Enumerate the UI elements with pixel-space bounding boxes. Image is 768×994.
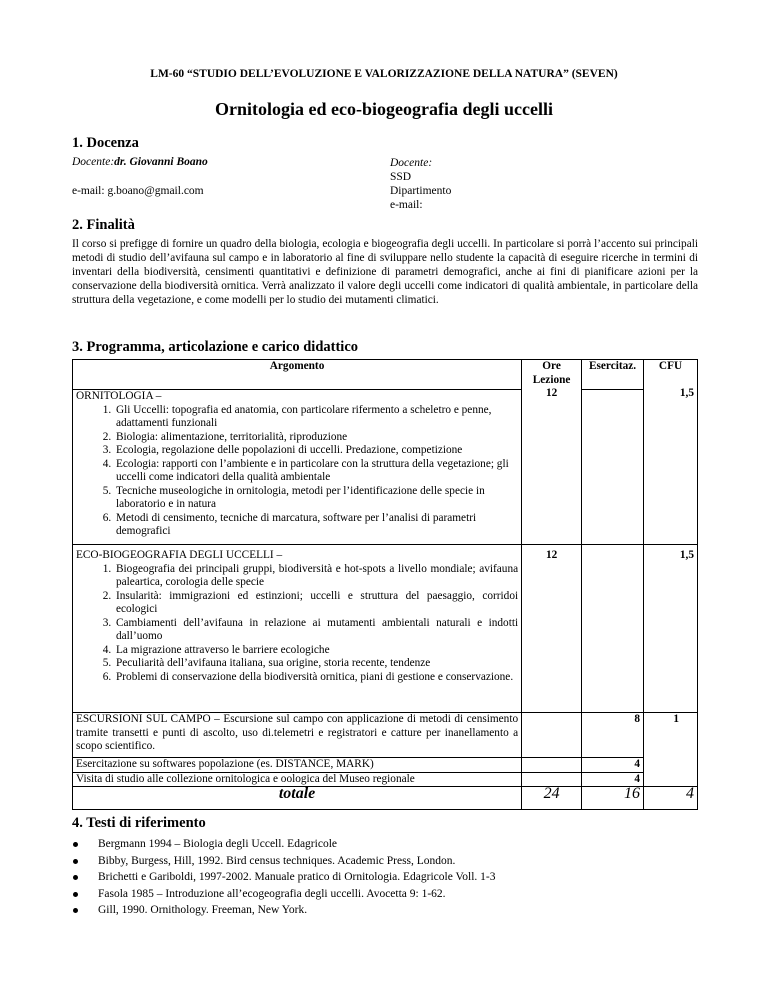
ornitologia-ore: 12 [545,387,558,399]
visita-text: Visita di studio alle collezione ornitologica e oologica del Museo regionale [73,772,522,787]
programma-table [72,359,698,810]
col-header-argomento: Argomento [73,360,522,390]
reference-text: Fasola 1985 – Introduzione all’ecogeografia degli uccelli. Avocetta 9: 1-62. [98,887,446,900]
section-heading-programma: 3. Programma, articolazione e carico didattico [72,339,359,355]
list-item: 3. Cambiamenti dell’avifauna in relazione ai mutamenti ambientali naturali e indotti dall’uomo [114,617,518,644]
table-header-row [73,360,698,390]
table-row-totale [73,787,698,810]
list-item: 2. Insularità: immigrazioni ed estinzioni; uccelli e struttura del paesaggio, corridoi ecologici [114,590,518,617]
col-header-esercitaz: Esercitaz. [582,360,644,390]
finalita-paragraph: Il corso si prefigge di fornire un quadro della biologia, ecologia e biogeografia degli uccelli. In particolare si porrà l’accento sui principali metodi di studio dell’avifauna sul campo e in laboratorio al fine di sviluppare nello studente la capacità di eseguire ricerche in termini di inventari della biodiversità, censimenti quantitativi e definizione di parametri demografici, anche ai fini di pianificare azioni per la conservazione della biodiversità ornitica. Verrà analizzato il valore degli uccelli come indicatori di qualità ambientale, in particolare della struttura della vegetazione, e come modelli per lo studio dei mutamenti climatici. [72,238,698,306]
docente-label: Docente: [72,156,115,168]
ssd-label: SSD [390,171,412,183]
bullet-icon [73,892,78,897]
page-title: Ornitologia ed eco-biogeografia degli uccelli [215,99,553,119]
table-row-visita [73,772,698,787]
docente-main [72,156,208,168]
reference-text: Bibby, Burgess, Hill, 1992. Bird census techniques. Academic Press, London. [98,854,456,867]
escursioni-cfu: 1 [644,713,698,787]
totale-esercitaz: 16 [582,787,644,810]
escursioni-ore [522,713,582,758]
email-label: e-mail: [390,199,423,211]
course-header: LM-60 “STUDIO DELL’EVOLUZIONE E VALORIZZAZIONE DELLA NATURA” (SEVEN) [150,68,618,80]
totale-cfu: 4 [644,787,698,810]
list-item [98,886,496,903]
ornitologia-esercitaz [582,390,644,545]
list-item: 1. Biogeografia dei principali gruppi, biodiversità e hot-spots a livello mondiale; avifauna paleartica, corologia delle specie [114,563,518,590]
list-item [98,902,496,919]
bullet-icon [73,842,78,847]
list-item [98,853,496,870]
dipartimento-label: Dipartimento [390,185,452,197]
docente-secondary [390,156,451,212]
list-item: 4. Ecologia: rapporti con l’ambiente e in particolare con la struttura della vegetazione; gli uccelli come indicatori della qualità ambientale [114,458,518,485]
software-esercitaz: 4 [582,758,644,773]
software-ore [522,758,582,773]
table-row-ornitologia [73,390,698,545]
docente-secondary-label: Docente: [390,157,433,169]
list-item: 1. Gli Uccelli: topografia ed anatomia, con particolare rifermento a scheletro e penne, adattamenti funzionali [114,404,518,431]
totale-ore: 24 [522,787,582,810]
section-heading-testi: 4. Testi di riferimento [72,815,206,831]
references-list [72,836,496,919]
eco-esercitaz [582,545,644,713]
list-item: 2. Biologia: alimentazione, territorialità, riproduzione [114,431,518,445]
escursioni-esercitaz: 8 [582,713,644,758]
table-row-eco-biogeografia [73,545,698,713]
ornitologia-list [76,404,518,539]
bullet-icon [73,875,78,880]
bullet-icon [73,908,78,913]
table-row-software [73,758,698,773]
eco-ore: 12 [522,545,582,713]
cfu-cell [644,360,698,545]
reference-text: Brichetti e Gariboldi, 1997-2002. Manuale pratico di Ornitologia. Edagricole Voll. 1-3 [98,871,496,883]
eco-title: ECO-BIOGEOGRAFIA DEGLI UCCELLI – [76,549,283,561]
bullet-icon [73,859,78,864]
totale-label: totale [73,787,522,810]
ornitologia-title: ORNITOLOGIA – [76,390,162,402]
col-header-cfu: CFU [658,360,683,372]
section-heading-docenza: 1. Docenza [72,135,139,151]
section-heading-finalita: 2. Finalità [72,217,135,233]
ornitologia-cfu: 1,5 [679,386,694,399]
docente-name: dr. Giovanni Boano [114,156,208,168]
list-item: 5. Peculiarità dell’avifauna italiana, sua origine, storia recente, tendenze [114,657,518,671]
list-item: 5. Tecniche museologiche in ornitologia, metodi per l’identificazione delle specie in laboratorio e in natura [114,485,518,512]
col-header-ore: Ore Lezione [532,360,571,386]
eco-cell [73,545,522,713]
visita-esercitaz: 4 [582,772,644,787]
list-item [98,836,496,853]
ornitologia-cell [73,390,522,545]
list-item [98,869,496,886]
list-item: 4. La migrazione attraverso le barriere ecologiche [114,644,518,658]
table-row-escursioni [73,713,698,758]
eco-list [76,563,518,685]
escursioni-text: ESCURSIONI SUL CAMPO – Escursione sul campo con applicazione di metodi di censimento tramite transetti e punti di ascolto, uso di.telemetri e registratori e catture per inanellamento a scopo scientifico. [73,713,522,758]
eco-cfu: 1,5 [644,545,698,713]
reference-text: Gill, 1990. Ornithology. Freeman, New York. [98,904,308,916]
list-item: 6. Metodi di censimento, tecniche di marcatura, software per l’analisi di parametri demografici [114,512,518,539]
reference-text: Bergmann 1994 – Biologia degli Uccell. Edagricole [98,838,337,850]
software-text: Esercitazione su softwares popolazione (es. DISTANCE, MARK) [73,758,522,773]
docente-email: e-mail: g.boano@gmail.com [72,185,204,197]
ore-cell [522,360,582,545]
list-item: 6. Problemi di conservazione della biodiversità ornitica, piani di gestione e conservazione. [114,671,518,685]
list-item: 3. Ecologia, regolazione delle popolazioni di uccelli. Predazione, competizione [114,444,518,458]
